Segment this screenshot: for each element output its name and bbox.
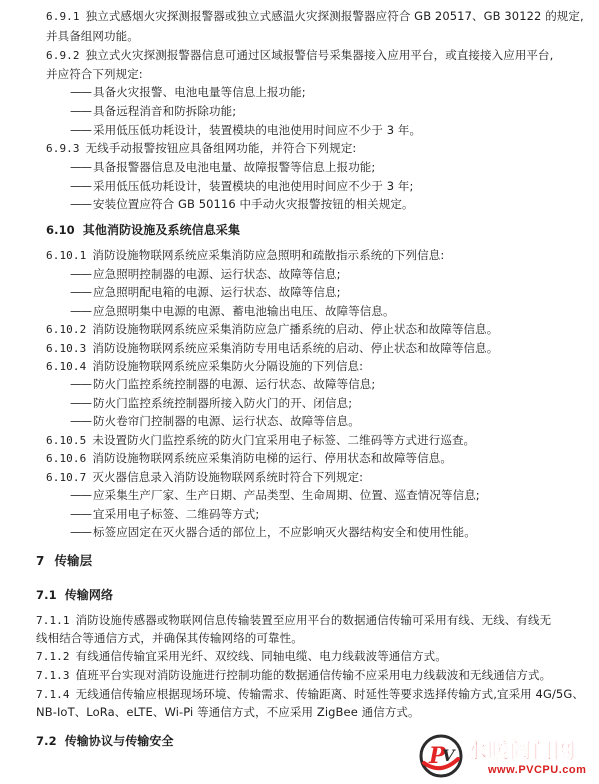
chapter-title: 传输层 (54, 553, 93, 568)
watermark-title: 水暖阀门网 (466, 739, 576, 763)
dash-bullet: —— (70, 507, 91, 521)
clause-6-10-7 (46, 469, 363, 486)
chapter-heading-7 (36, 553, 92, 569)
clause-continuation (36, 630, 303, 646)
dash-bullet: —— (70, 160, 91, 174)
dash-bullet: —— (70, 488, 91, 502)
list-item-text: 采用低压低功耗设计，装置模块的电池使用时间应不少于 3 年; (93, 179, 414, 193)
section-heading-7-1 (36, 587, 113, 603)
list-item-text: 防火门监控系统控制器所接入防火门的开、闭信息; (93, 396, 353, 410)
list-item (70, 103, 236, 119)
clause-6-10-1 (46, 247, 444, 264)
svg-text:V: V (442, 746, 455, 765)
clause-7-1-1 (36, 612, 551, 629)
clause-number: 7.1.3 (36, 669, 70, 682)
clause-7-1-2 (36, 648, 447, 665)
clause-6-10-2 (46, 321, 498, 338)
list-item (70, 376, 375, 392)
clause-number: 6.10.7 (46, 471, 87, 484)
list-item (70, 303, 395, 319)
clause-text: 灭火器信息录入消防设施物联网系统时符合下列规定: (92, 470, 364, 484)
clause-text: 消防设施物联网系统应采集消防应急广播系统的启动、停止状态和故障等信息。 (92, 322, 499, 336)
list-item (70, 178, 414, 194)
list-item (70, 84, 306, 100)
list-item (70, 506, 259, 522)
dash-bullet: —— (70, 377, 91, 391)
section-heading-6-10 (46, 222, 240, 238)
list-item (70, 524, 476, 540)
clause-number: 6.10.4 (46, 360, 87, 373)
list-item-text: 应急照明配电箱的电源、运行状态、故障等信息; (93, 285, 341, 299)
list-item-text: 应急照明控制器的电源、运行状态、故障等信息; (93, 267, 341, 281)
clause-6-10-6 (46, 450, 452, 467)
section-number: 6.10 (46, 223, 75, 237)
clause-text: 线相结合等通信方式，并确保其传输网络的可靠性。 (36, 631, 303, 645)
chapter-number: 7 (36, 554, 45, 568)
list-item-text: 宜采用电子标签、二维码等方式; (93, 507, 260, 521)
clause-continuation (46, 28, 139, 44)
list-item (70, 266, 341, 282)
clause-number: 6.9.3 (46, 142, 80, 155)
section-title: 其他消防设施及系统信息采集 (82, 223, 241, 237)
clause-number: 6.9.2 (46, 49, 80, 62)
section-title: 传输协议与传输安全 (64, 734, 174, 748)
dash-bullet: —— (70, 285, 91, 299)
clause-number: 7.1.4 (36, 688, 70, 701)
clause-continuation (36, 704, 420, 720)
dash-bullet: —— (70, 414, 91, 428)
dash-bullet: —— (70, 396, 91, 410)
clause-7-1-4 (36, 686, 584, 703)
dash-bullet: —— (70, 525, 91, 539)
clause-text: 无线手动报警按钮应具备组网功能，并符合下列规定: (85, 141, 357, 155)
list-item-text: 采用低压低功耗设计，装置模块的电池使用时间应不少于 3 年。 (93, 123, 422, 137)
dash-bullet: —— (70, 85, 91, 99)
dash-bullet: —— (70, 123, 91, 137)
section-number: 7.1 (36, 588, 57, 602)
pv-logo-icon (418, 733, 464, 779)
list-item-text: 应采集生产厂家、生产日期、产品类型、生命周期、位置、巡查情况等信息; (93, 488, 480, 502)
list-item-text: 防火门监控系统控制器的电源、运行状态、故障等信息; (93, 377, 376, 391)
clause-number: 6.10.2 (46, 323, 87, 336)
clause-6-9-2 (46, 47, 553, 64)
clause-text: NB-IoT、LoRa、eLTE、Wi-Pi 等通信方式，不应采用 ZigBee 通信方式。 (36, 705, 420, 719)
clause-number: 6.10.1 (46, 249, 87, 262)
clause-number: 6.9.1 (46, 10, 80, 23)
clause-number: 7.1.1 (36, 614, 70, 627)
section-title: 传输网络 (64, 588, 114, 602)
dash-bullet: —— (70, 304, 91, 318)
clause-number: 7.1.2 (36, 650, 70, 663)
list-item-text: 防火卷帘门控制器的电源、运行状态、故障等信息。 (93, 414, 360, 428)
list-item-text: 标签应固定在灭火器合适的部位上，不应影响灭火器结构安全和使用性能。 (93, 525, 476, 539)
list-item-text: 具备报警器信息及电池电量、故障报警等信息上报功能; (93, 160, 376, 174)
clause-6-10-3 (46, 340, 498, 357)
clause-text: 消防设施物联网系统应采集防火分隔设施的下列信息: (92, 359, 364, 373)
svg-text:P: P (429, 743, 446, 769)
clause-text: 消防设施传感器或物联网信息传输装置至应用平台的数据通信传输可采用有线、无线、有线无 (75, 613, 552, 627)
clause-text: 有线通信传输宜采用光纤、双绞线、同轴电缆、电力线载波等通信方式。 (75, 649, 447, 663)
clause-text: 消防设施物联网系统应采集消防应急照明和疏散指示系统的下列信息: (92, 248, 445, 262)
dash-bullet: —— (70, 104, 91, 118)
list-item (70, 196, 414, 212)
clause-6-9-1 (46, 8, 584, 25)
clause-6-10-4 (46, 358, 363, 375)
clause-text: 并应符合下列规定: (46, 67, 143, 81)
clause-text: 值班平台实现对消防设施进行控制功能的数据通信传输不应采用电力线载波和无线通信方式。 (75, 668, 552, 682)
clause-text: 未设置防火门监控系统的防火门宜采用电子标签、二维码等方式进行巡查。 (92, 433, 476, 447)
list-item-text: 安装位置应符合 GB 50116 中手动火灾报警按钮的相关规定。 (93, 197, 414, 211)
clause-text: 消防设施物联网系统应采集消防电梯的运行、停用状态和故障等信息。 (92, 451, 452, 465)
clause-number: 6.10.3 (46, 342, 87, 355)
list-item (70, 122, 421, 138)
dash-bullet: —— (70, 197, 91, 211)
clause-text: 消防设施物联网系统应采集消防专用电话系统的启动、停止状态和故障等信息。 (92, 341, 499, 355)
list-item (70, 395, 352, 411)
clause-text: 独立式火灾探测报警器信息可通过区域报警信号采集器接入应用平台，或直接接入应用平台, (85, 48, 554, 62)
section-number: 7.2 (36, 734, 57, 748)
clause-text: 并具备组网功能。 (46, 29, 139, 43)
clause-number: 6.10.5 (46, 434, 87, 447)
list-item (70, 413, 360, 429)
section-heading-7-2 (36, 733, 174, 749)
dash-bullet: —— (70, 179, 91, 193)
list-item (70, 487, 480, 503)
list-item-text: 具备火灾报警、电池电量等信息上报功能; (93, 85, 306, 99)
watermark (418, 731, 599, 784)
clause-number: 6.10.6 (46, 452, 87, 465)
clause-continuation (46, 66, 143, 82)
clause-6-9-3 (46, 140, 356, 157)
clause-text: 无线通信传输应根据现场环境、传输需求、传输距离、时延性等要求选择传输方式,宜采用 4G/5G、 (75, 687, 584, 701)
clause-6-10-5 (46, 432, 475, 449)
clause-text: 独立式感烟火灾探测报警器或独立式感温火灾探测报警器应符合 GB 20517、GB 30122 的规定, (85, 9, 584, 23)
list-item-text: 具备远程消音和防拆除功能; (93, 104, 237, 118)
clause-7-1-3 (36, 667, 551, 684)
list-item-text: 应急照明集中电源的电源、蓄电池输出电压、故障等信息。 (93, 304, 395, 318)
watermark-url: www.PVCPU.com (488, 764, 587, 776)
list-item (70, 159, 375, 175)
list-item (70, 284, 341, 300)
dash-bullet: —— (70, 267, 91, 281)
